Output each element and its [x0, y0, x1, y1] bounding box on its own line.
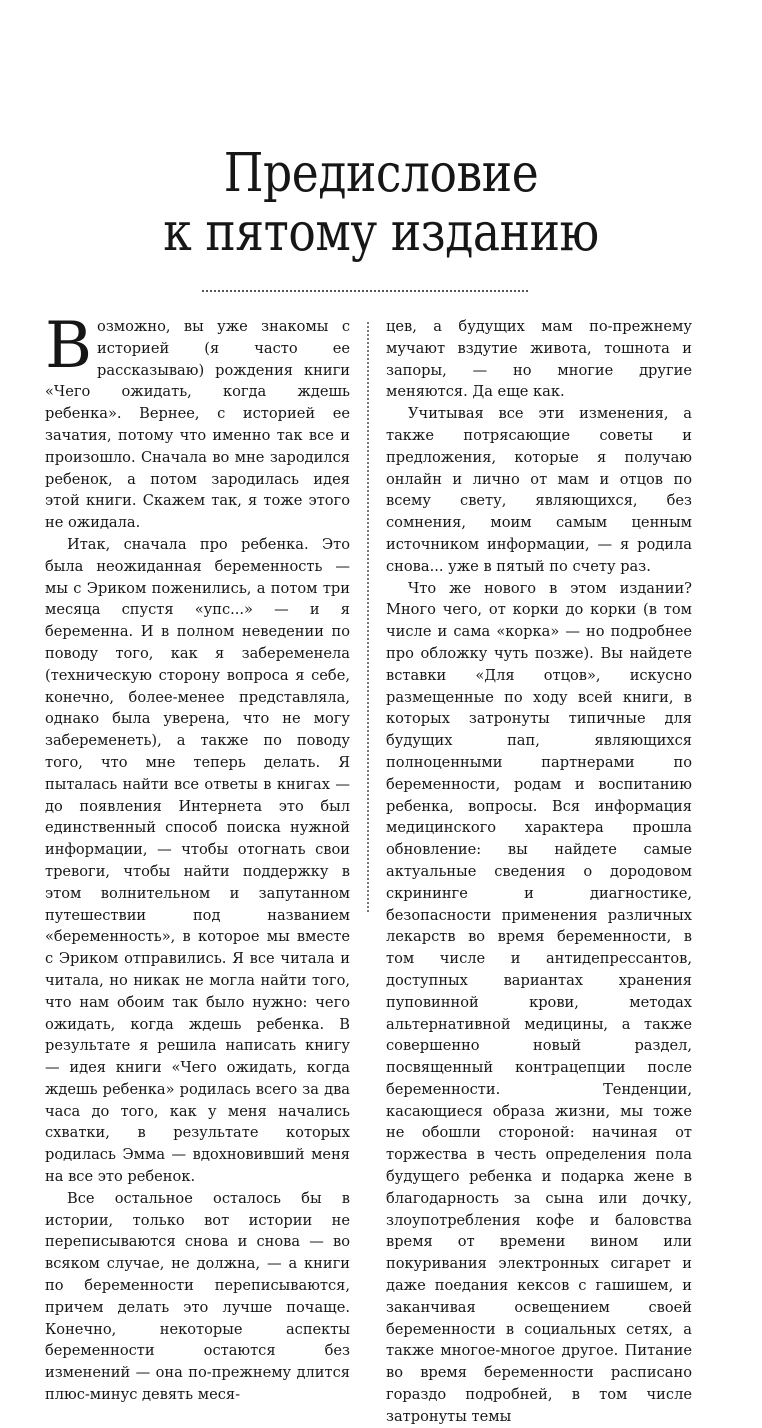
drop-cap: В [45, 309, 93, 383]
column-divider [367, 322, 369, 912]
paragraph: Все остальное осталось бы в истории, только вот истории не переписываются снова и снова — во всяком случае, не должна, — а книги по беременности переписываются, причем делать это лучше почаще. Конечно, некоторые аспекты беременности остаются без изменений — она по-прежнему длится плюс-минус девять меся- [45, 1189, 350, 1404]
left-text-column [45, 309, 350, 1406]
paragraph: Итак, сначала про ребенка. Это была неожиданная беременность — мы с Эриком поженились, а потом три месяца спустя «упс...» — и я беременна. И в полном неведении по поводу того, как я забеременела (техническую сторону вопроса я себе, конечно, более-менее представляла, однако была уверена, что не могу забеременеть), а также по поводу того, что мне теперь делать. Я пыталась найти все ответы в книгах — до появления Интернета это был единственный способ поиска нужной информации, — чтобы отогнать свои тревоги, чтобы найти поддержку в этом волнительном и запутанном путешествии под названием «беременность», в которое мы вместе с Эриком отправились. Я все читала и читала, но никак не могла найти того, что нам обоим так было нужно: чего ожидать, когда ждешь ребенка. В результате я решила написать книгу — идея книги «Чего ожидать, когда ждешь ребенка» родилась всего за два часа до того, как у меня начались схватки, в результате которых родилась Эмма — вдохновивший меня на все это ребенок. [45, 535, 350, 1186]
paragraph: Учитывая все эти изменения, а также потрясающие советы и предложения, которые я получаю онлайн и лично от мам и отцов по всему свету, являющихся, без сомнения, моим самым ценным источником информации, — я родила снова... уже в пятый по счету раз. [386, 405, 692, 575]
title-dotted-rule [202, 290, 528, 292]
page-title-line-1: Предисловие [223, 143, 539, 204]
page-title-line-2: к пятому изданию [163, 202, 599, 263]
paragraph: цев, а будущих мам по-прежнему мучают вздутие живота, тошнота и запоры, — но многие другие меняются. Да еще как. [386, 318, 692, 401]
paragraph-text: озможно, вы уже знакомы с историей (я часто ее рассказываю) рождения книги «Чего ожидать, когда ждешь ребенка». Вернее, с историей ее зачатия, потому что именно так все и произошло. Сначала во мне зародился ребенок, а потом зародилась идея этой книги. Скажем так, я тоже этого не ожидала. [45, 318, 350, 532]
paragraph: Что же нового в этом издании? Много чего, от корки до корки (в том числе и сама «корка» — но подробнее про обложку чуть позже). Вы найдете вставки «Для отцов», искусно размещенные по ходу всей книги, в которых затронуты типичные для будущих пап, являющихся полноценными партнерами по беременности, родам и воспитанию ребенка, вопросы. Вся информация медицинского характера прошла обновление: вы найдете самые актуальные сведения о дородовом скрининге и диагностике, безопасности применения различных лекарств во время беременности, в том числе и антидепрессантов, доступных вариантах хранения пуповинной крови, методах альтернативной медицины, а также совершенно новый раздел, посвященный контрацепции после беременности. Тенденции, касающиеся образа жизни, мы тоже не обошли стороной: начиная от торжества в честь определения пола будущего ребенка и подарка жене в благодарность за сына или дочку, злоупотребления кофе и баловства время от времени вином или покуривания электронных сигарет и даже поедания кексов с гашишем, и заканчивая освещением своей беременности в социальных сетях, а также многое-многое другое. Питание во время беременности расписано гораздо подробней, в том числе затронуты темы [386, 579, 692, 1425]
right-text-column [386, 316, 692, 1428]
paragraph [45, 309, 350, 534]
